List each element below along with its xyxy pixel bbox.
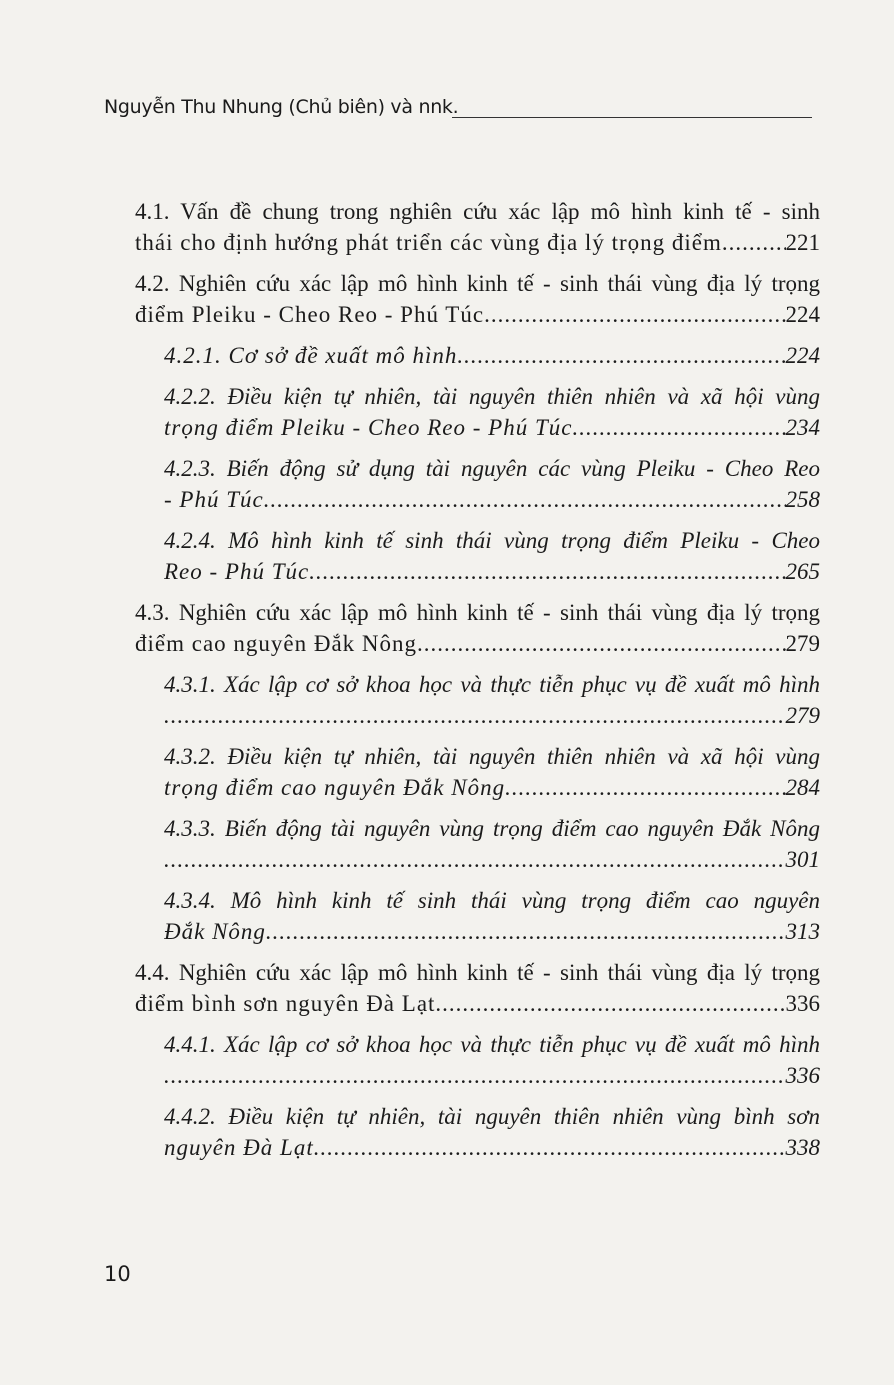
header-rule: [452, 117, 812, 118]
toc-page-number: 224: [785, 302, 820, 327]
toc-entry-line: 4.3. Nghiên cứu xác lập mô hình kinh tế - sinh thái vùng địa lý trọng: [135, 600, 820, 625]
toc-entry-title: - Phú Túc .....: [164, 484, 786, 515]
toc-page-number: 338: [785, 1135, 820, 1160]
page-number: 10: [104, 1262, 131, 1286]
toc-entry: [135, 340, 820, 371]
toc-entry-line: 4.3.4. Mô hình kinh tế sinh thái vùng trọng điểm cao nguyên: [164, 888, 820, 913]
toc-entry: [135, 957, 820, 1019]
toc-entry-line: [164, 484, 820, 515]
toc-entry: [135, 381, 820, 443]
toc-page-number: 279: [785, 631, 820, 656]
toc-entry: [135, 525, 820, 587]
running-head-text: Nguyễn Thu Nhung (Chủ biên) và nnk.: [104, 96, 459, 118]
toc-entry-title: trọng điểm cao nguyên Đắk Nông .....: [164, 772, 786, 803]
toc-entry-line: [164, 1132, 820, 1163]
toc-entry: [135, 268, 820, 330]
toc-entry: [135, 813, 820, 875]
toc-entry: [135, 741, 820, 803]
toc-page-number: 279: [785, 703, 820, 728]
toc-entry-line: [164, 412, 820, 443]
toc-entry-line: 4.3.3. Biến động tài nguyên vùng trọng điểm cao nguyên Đắk Nông: [164, 816, 820, 841]
toc-entry-title: điểm bình sơn nguyên Đà Lạt .....: [135, 988, 786, 1019]
toc-entry-line: 4.2.2. Điều kiện tự nhiên, tài nguyên thiên nhiên và xã hội vùng: [164, 384, 820, 409]
toc-entry-title: 4.2.1. Cơ sở đề xuất mô hình .....: [164, 340, 786, 371]
toc-entry-title: điểm cao nguyên Đắk Nông .....: [135, 628, 786, 659]
toc-entry-line: [135, 299, 820, 330]
toc-entry-line: [164, 1060, 820, 1091]
toc-page-number: 258: [785, 487, 820, 512]
toc-entry: [135, 669, 820, 731]
toc-entry-title: [164, 844, 786, 875]
toc-entry-line: 4.2. Nghiên cứu xác lập mô hình kinh tế - sinh thái vùng địa lý trọng: [135, 271, 820, 296]
toc-entry-line: [135, 988, 820, 1019]
toc-entry: [135, 597, 820, 659]
toc-entry-line: [164, 916, 820, 947]
toc-entry-line: 4.4. Nghiên cứu xác lập mô hình kinh tế - sinh thái vùng địa lý trọng: [135, 960, 820, 985]
toc-entry-title: thái cho định hướng phát triển các vùng địa lý trọng điểm .....: [135, 227, 786, 258]
toc-entry-line: 4.2.4. Mô hình kinh tế sinh thái vùng trọng điểm Pleiku - Cheo: [164, 528, 820, 553]
toc-entry-line: 4.3.2. Điều kiện tự nhiên, tài nguyên thiên nhiên và xã hội vùng: [164, 744, 820, 769]
toc-entry: [135, 453, 820, 515]
toc-entry-line: 4.4.1. Xác lập cơ sở khoa học và thực tiễn phục vụ đề xuất mô hình: [164, 1032, 820, 1057]
toc-entry-title: Đắk Nông .....: [164, 916, 786, 947]
toc-entry-line: [164, 340, 820, 371]
toc-entry: [135, 1101, 820, 1163]
toc-entry-title: nguyên Đà Lạt .....: [164, 1132, 786, 1163]
toc-entry-title: điểm Pleiku - Cheo Reo - Phú Túc .....: [135, 299, 786, 330]
toc-entry-line: [135, 227, 820, 258]
toc-entry-line: 4.2.3. Biến động sử dụng tài nguyên các vùng Pleiku - Cheo Reo: [164, 456, 820, 481]
toc-page-number: 336: [785, 991, 820, 1016]
toc-entry: [135, 885, 820, 947]
toc-page-number: 301: [785, 847, 820, 872]
toc-entry-line: 4.4.2. Điều kiện tự nhiên, tài nguyên thiên nhiên vùng bình sơn: [164, 1104, 820, 1129]
toc-entry-title: [164, 1060, 786, 1091]
toc-entry: [135, 196, 820, 258]
toc-entry-title: [164, 700, 786, 731]
toc-page-number: 265: [785, 559, 820, 584]
toc-entry-line: 4.3.1. Xác lập cơ sở khoa học và thực tiễn phục vụ đề xuất mô hình: [164, 672, 820, 697]
toc-page-number: 234: [785, 415, 820, 440]
toc-entry-line: [164, 772, 820, 803]
toc-entry-line: [164, 844, 820, 875]
toc-entry-line: [164, 700, 820, 731]
toc-page-number: 313: [785, 919, 820, 944]
toc-entry-line: [135, 628, 820, 659]
toc-entry-title: Reo - Phú Túc .....: [164, 556, 786, 587]
toc-entry-line: [164, 556, 820, 587]
toc-page-number: 336: [785, 1063, 820, 1088]
toc-page-number: 224: [785, 343, 820, 368]
table-of-contents: [135, 196, 820, 1173]
toc-entry-line: 4.1. Vấn đề chung trong nghiên cứu xác lập mô hình kinh tế - sinh: [135, 199, 820, 224]
toc-page-number: 284: [785, 775, 820, 800]
toc-entry: [135, 1029, 820, 1091]
running-head: [104, 96, 812, 122]
toc-page-number: 221: [785, 230, 820, 255]
toc-entry-title: trọng điểm Pleiku - Cheo Reo - Phú Túc .....: [164, 412, 786, 443]
